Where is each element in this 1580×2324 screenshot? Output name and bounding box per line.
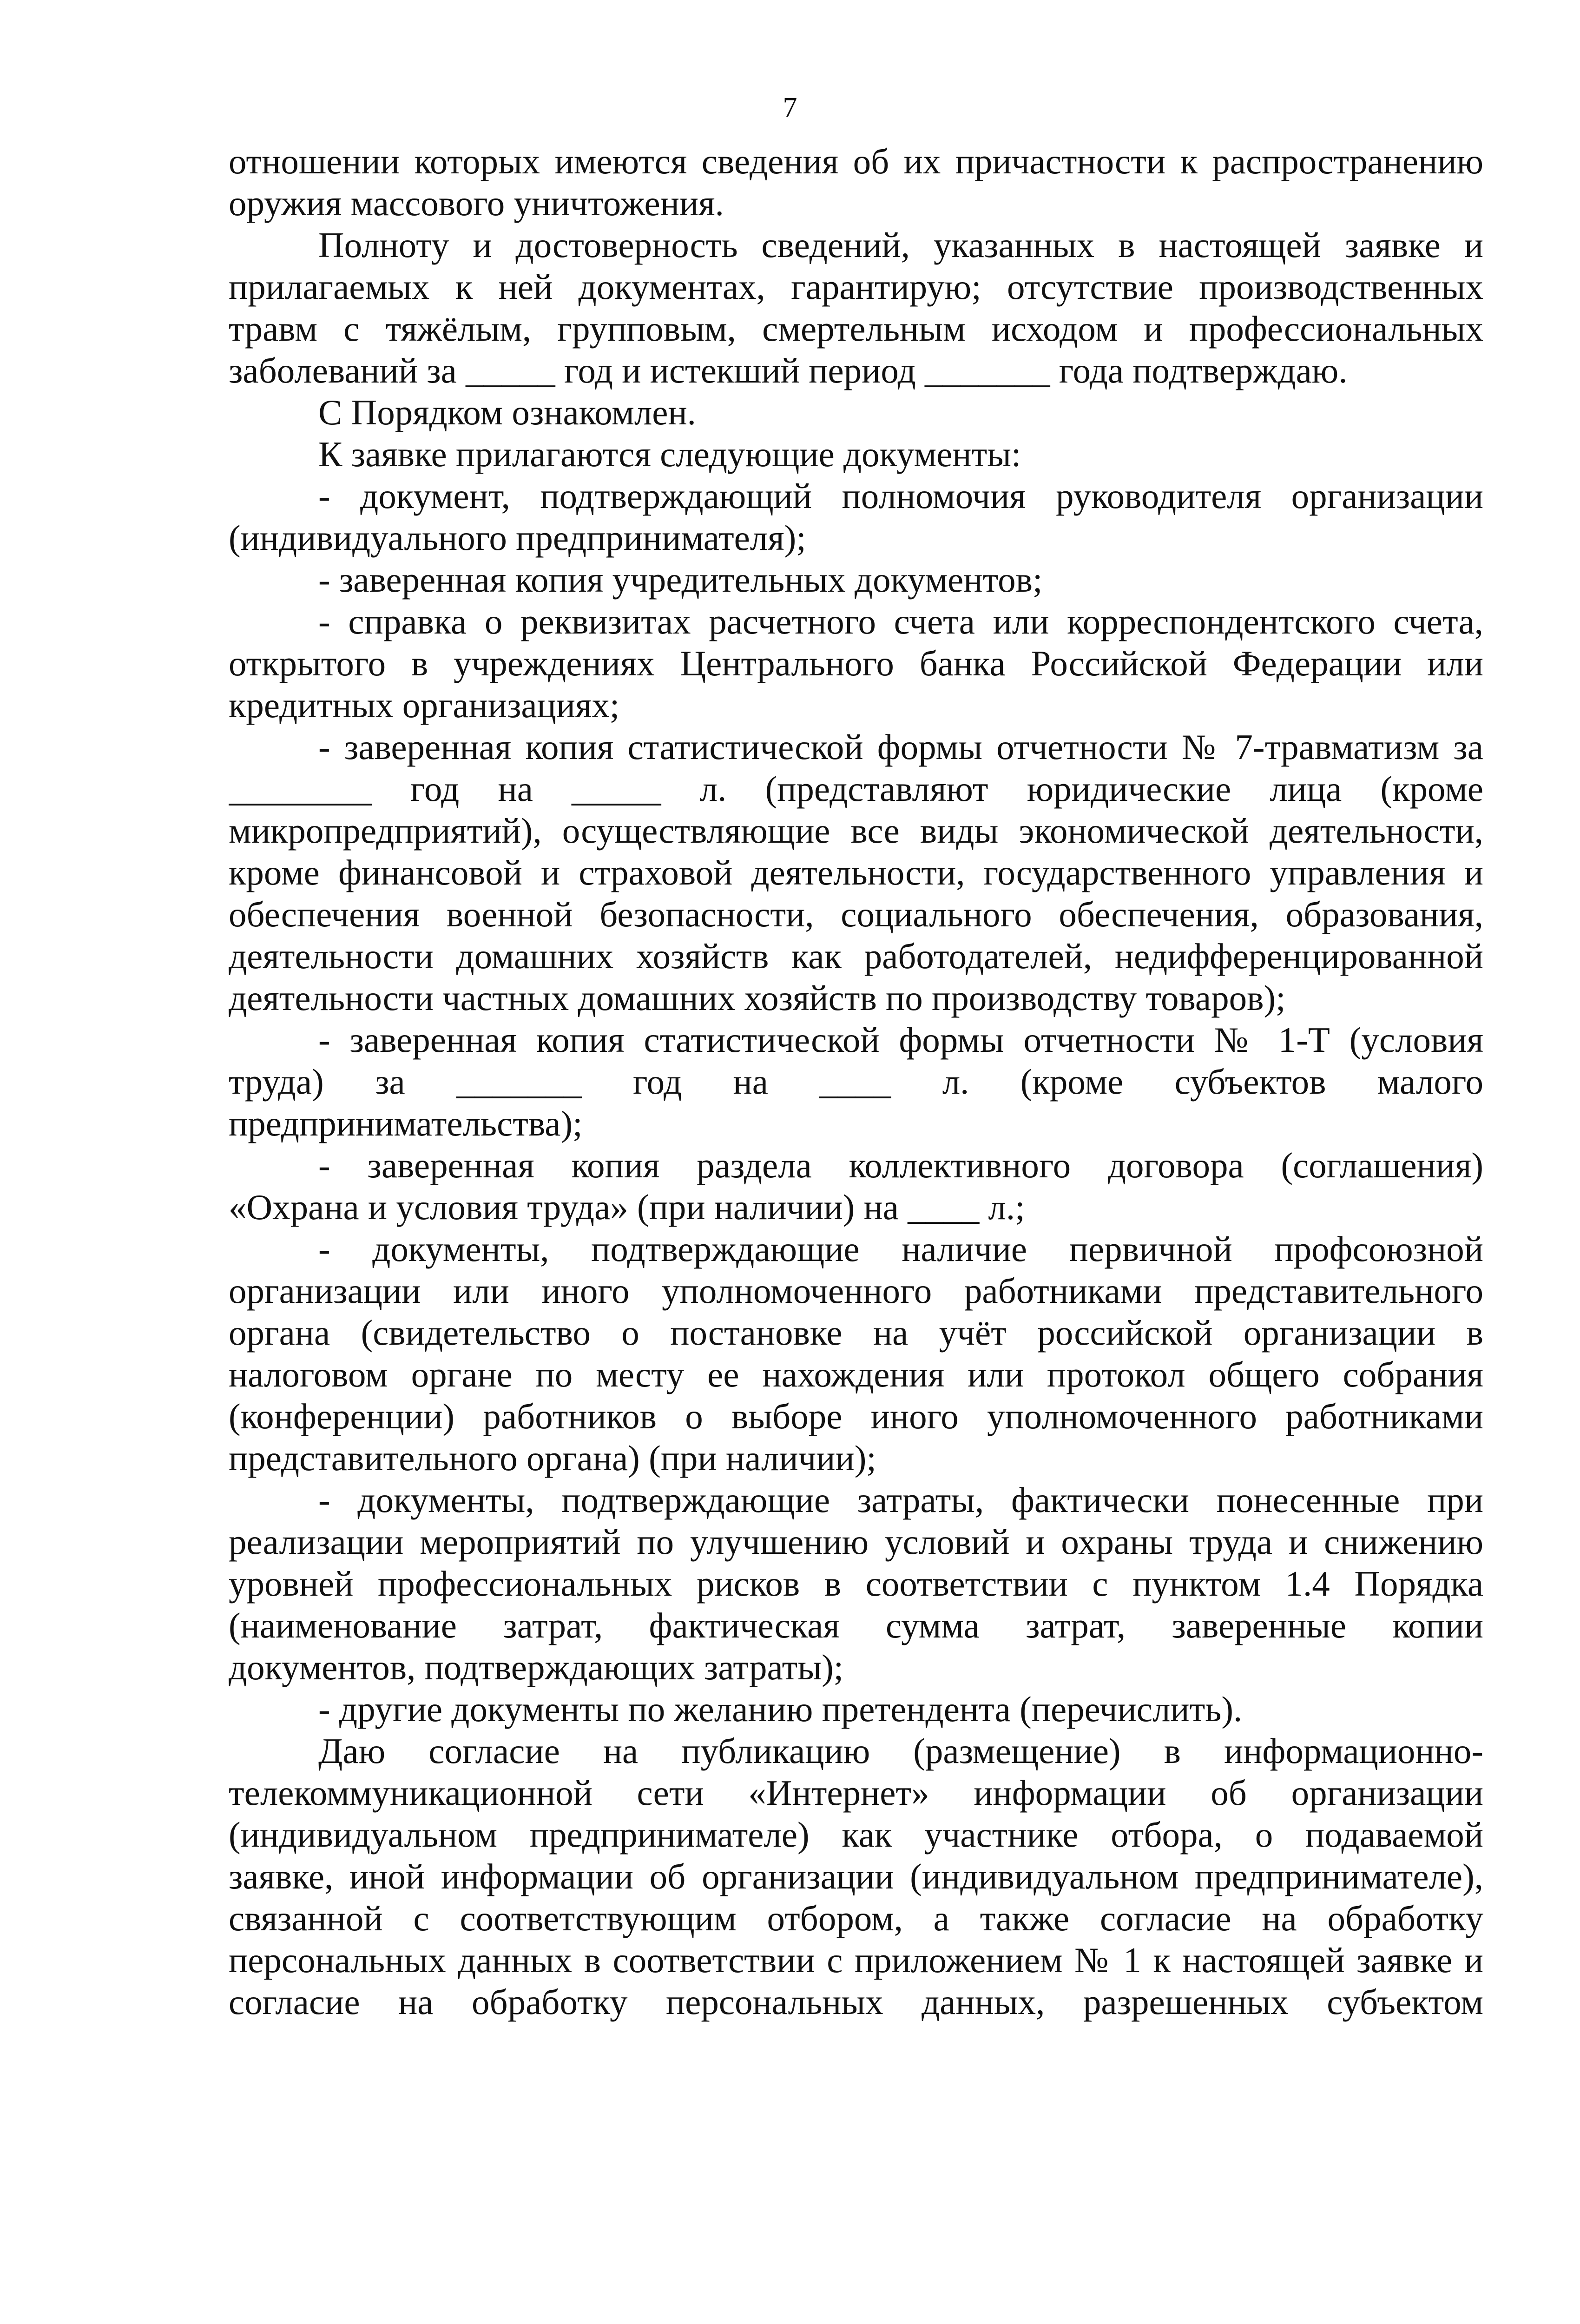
text-line: микропредприятий), осуществляющие все виды экономической деятельности, bbox=[229, 811, 1483, 851]
text-line: - справка о реквизитах расчетного счета или корреспондентского счета, bbox=[318, 601, 1483, 641]
text-line: заболеваний за _____ год и истекший период _______ года подтверждаю. bbox=[229, 350, 1348, 390]
text-line: С Порядком ознакомлен. bbox=[318, 392, 696, 432]
text-line: персональных данных в соответствии с приложением № 1 к настоящей заявке и bbox=[229, 1940, 1483, 1980]
text-line: согласие на обработку персональных данных, разрешенных субъектом bbox=[229, 1982, 1483, 2022]
text-line: телекоммуникационной сети «Интернет» информации об организации bbox=[229, 1773, 1483, 1813]
text-line: обеспечения военной безопасности, социального обеспечения, образования, bbox=[229, 894, 1483, 934]
text-line: организации или иного уполномоченного работниками представительного bbox=[229, 1271, 1483, 1311]
text-line: представительного органа) (при наличии); bbox=[229, 1438, 876, 1478]
text-line: отношении которых имеются сведения об их причастности к распространению bbox=[229, 141, 1483, 181]
text-line: связанной с соответствующим отбором, а также согласие на обработку bbox=[229, 1898, 1483, 1938]
text-line: прилагаемых к ней документах, гарантирую; отсутствие производственных bbox=[229, 267, 1483, 307]
text-line: предпринимательства); bbox=[229, 1103, 583, 1143]
text-line: К заявке прилагаются следующие документы: bbox=[318, 434, 1021, 474]
text-line: реализации мероприятий по улучшению условий и охраны труда и снижению bbox=[229, 1522, 1483, 1562]
text-line: деятельности домашних хозяйств как работодателей, недифференцированной bbox=[229, 936, 1483, 976]
page-number: 7 bbox=[783, 92, 797, 124]
text-line: оружия массового уничтожения. bbox=[229, 183, 724, 223]
text-line: органа (свидетельство о постановке на учёт российской организации в bbox=[229, 1313, 1483, 1353]
text-line: кредитных организациях; bbox=[229, 685, 620, 725]
text-line: - заверенная копия статистической формы отчетности № 7-травматизм за bbox=[318, 727, 1483, 767]
text-line: - заверенная копия раздела коллективного договора (соглашения) bbox=[318, 1145, 1483, 1185]
text-line: - документы, подтверждающие затраты, фактически понесенные при bbox=[318, 1480, 1483, 1520]
text-line: ________ год на _____ л. (представляют юридические лица (кроме bbox=[229, 769, 1483, 809]
text-line: - документ, подтверждающий полномочия руководителя организации bbox=[318, 476, 1483, 516]
text-line: (конференции) работников о выборе иного уполномоченного работниками bbox=[229, 1396, 1483, 1436]
text-line: труда) за _______ год на ____ л. (кроме субъектов малого bbox=[229, 1062, 1483, 1102]
text-line: «Охрана и условия труда» (при наличии) на ____ л.; bbox=[229, 1187, 1025, 1227]
text-line: Даю согласие на публикацию (размещение) в информационно- bbox=[318, 1731, 1483, 1771]
text-line: открытого в учреждениях Центрального банка Российской Федерации или bbox=[229, 643, 1483, 683]
text-line: - другие документы по желанию претендента (перечислить). bbox=[318, 1689, 1243, 1729]
text-line: травм с тяжёлым, групповым, смертельным исходом и профессиональных bbox=[229, 309, 1483, 349]
text-line: - заверенная копия статистической формы отчетности № 1-Т (условия bbox=[318, 1020, 1483, 1060]
text-line: (индивидуальном предпринимателе) как участнике отбора, о подаваемой bbox=[229, 1815, 1483, 1855]
text-line: заявке, иной информации об организации (индивидуальном предпринимателе), bbox=[229, 1856, 1483, 1896]
text-line: (наименование затрат, фактическая сумма затрат, заверенные копии bbox=[229, 1605, 1483, 1645]
text-line: - документы, подтверждающие наличие первичной профсоюзной bbox=[318, 1229, 1483, 1269]
text-line: кроме финансовой и страховой деятельности, государственного управления и bbox=[229, 852, 1483, 892]
text-line: документов, подтверждающих затраты); bbox=[229, 1647, 844, 1687]
text-line: - заверенная копия учредительных документов; bbox=[318, 560, 1043, 600]
text-line: деятельности частных домашних хозяйств по производству товаров); bbox=[229, 978, 1286, 1018]
text-line: (индивидуального предпринимателя); bbox=[229, 518, 806, 558]
text-line: Полноту и достоверность сведений, указанных в настоящей заявке и bbox=[318, 225, 1483, 265]
document-body bbox=[229, 140, 1483, 2023]
text-line: налоговом органе по месту ее нахождения или протокол общего собрания bbox=[229, 1354, 1483, 1394]
text-line: уровней профессиональных рисков в соответствии с пунктом 1.4 Порядка bbox=[229, 1564, 1483, 1604]
